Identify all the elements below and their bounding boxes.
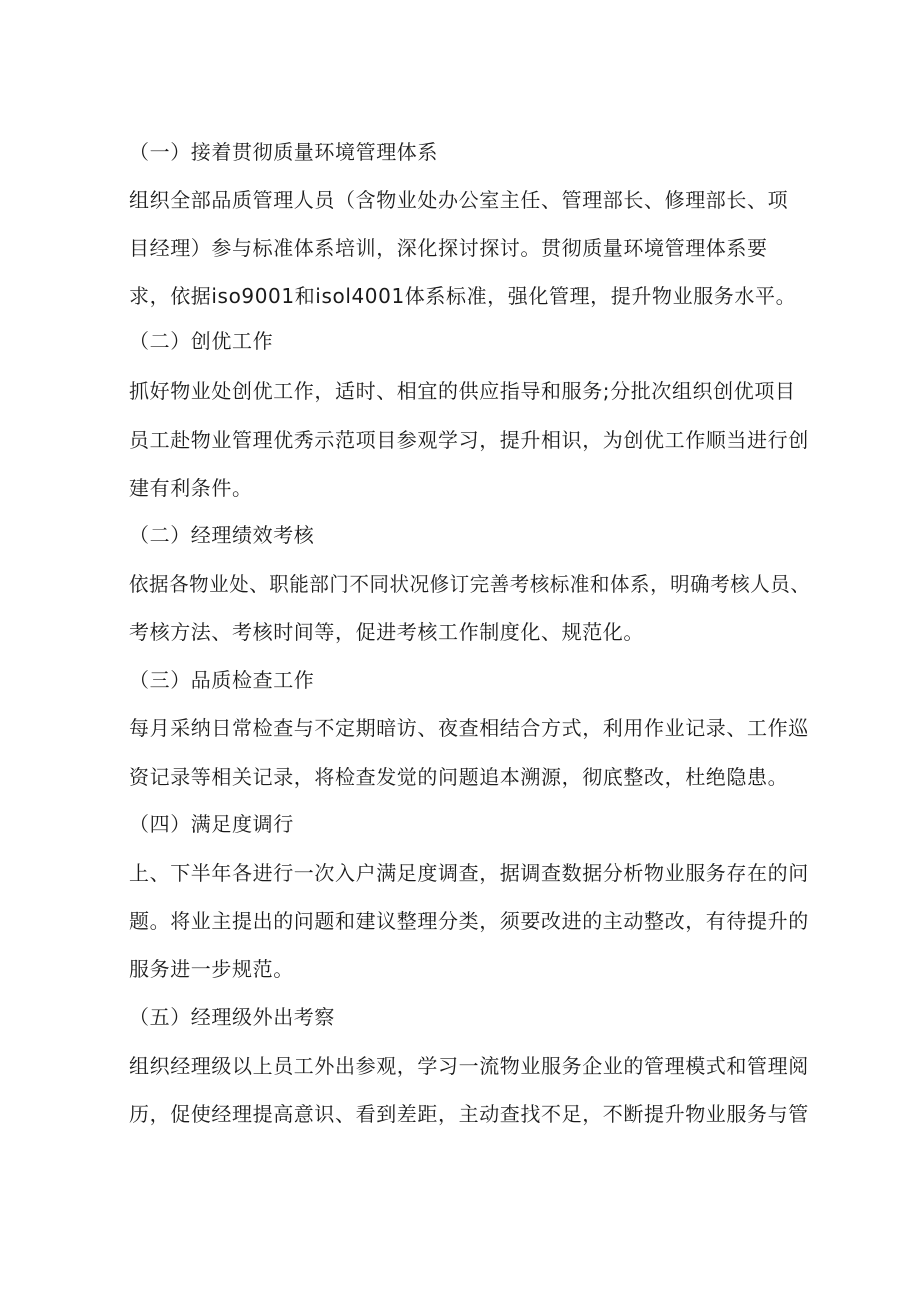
paragraph-line: 依据各物业处、职能部门不同状况修订完善考核标准和体系，明确考核人员、 (129, 572, 811, 596)
paragraph-line: 每月采纳日常检查与不定期暗访、夜查相结合方式，利用作业记录、工作巡 (129, 716, 809, 740)
section-heading: （三）品质检查工作 (129, 668, 315, 692)
paragraph-line: 员工赴物业管理优秀示范项目参观学习，提升相识，为创优工作顺当进行创 (129, 428, 809, 452)
section-heading: （二）创优工作 (129, 329, 274, 353)
paragraph-line: 服务进一步规范。 (129, 957, 294, 981)
paragraph-line: 历，促使经理提高意识、看到差距，主动查找不足，不断提升物业服务与管 (129, 1102, 809, 1126)
section-heading: （二）经理绩效考核 (129, 523, 315, 547)
paragraph-line: 抓好物业处创优工作，适时、相宜的供应指导和服务;分批次组织创优项目 (129, 379, 796, 403)
paragraph-line: 求，依据iso9001和isol4001体系标准，强化管理，提升物业服务水平。 (129, 284, 797, 308)
paragraph-line: 组织全部品质管理人员（含物业处办公室主任、管理部长、修理部长、项 (129, 188, 789, 212)
paragraph-line: 上、下半年各进行一次入户满足度调查，据调查数据分析物业服务存在的问 (129, 861, 809, 885)
paragraph-line: 建有利条件。 (129, 476, 253, 500)
section-heading: （四）满足度调行 (129, 812, 294, 836)
paragraph-line: 组织经理级以上员工外出参观，学习一流物业服务企业的管理模式和管理阅 (129, 1054, 809, 1078)
section-heading: （一）接着贯彻质量环境管理体系 (129, 140, 438, 164)
paragraph-line: 题。将业主提出的问题和建议整理分类，须要改进的主动整改，有待提升的 (129, 909, 809, 933)
paragraph-line: 目经理）参与标准体系培训，深化探讨探讨。贯彻质量环境管理体系要 (129, 236, 768, 260)
paragraph-line: 资记录等相关记录，将检查发觉的问题追本溯源，彻底整改，杜绝隐患。 (129, 765, 789, 789)
section-heading: （五）经理级外出考察 (129, 1005, 335, 1029)
paragraph-line: 考核方法、考核时间等，促进考核工作制度化、规范化。 (129, 620, 644, 644)
